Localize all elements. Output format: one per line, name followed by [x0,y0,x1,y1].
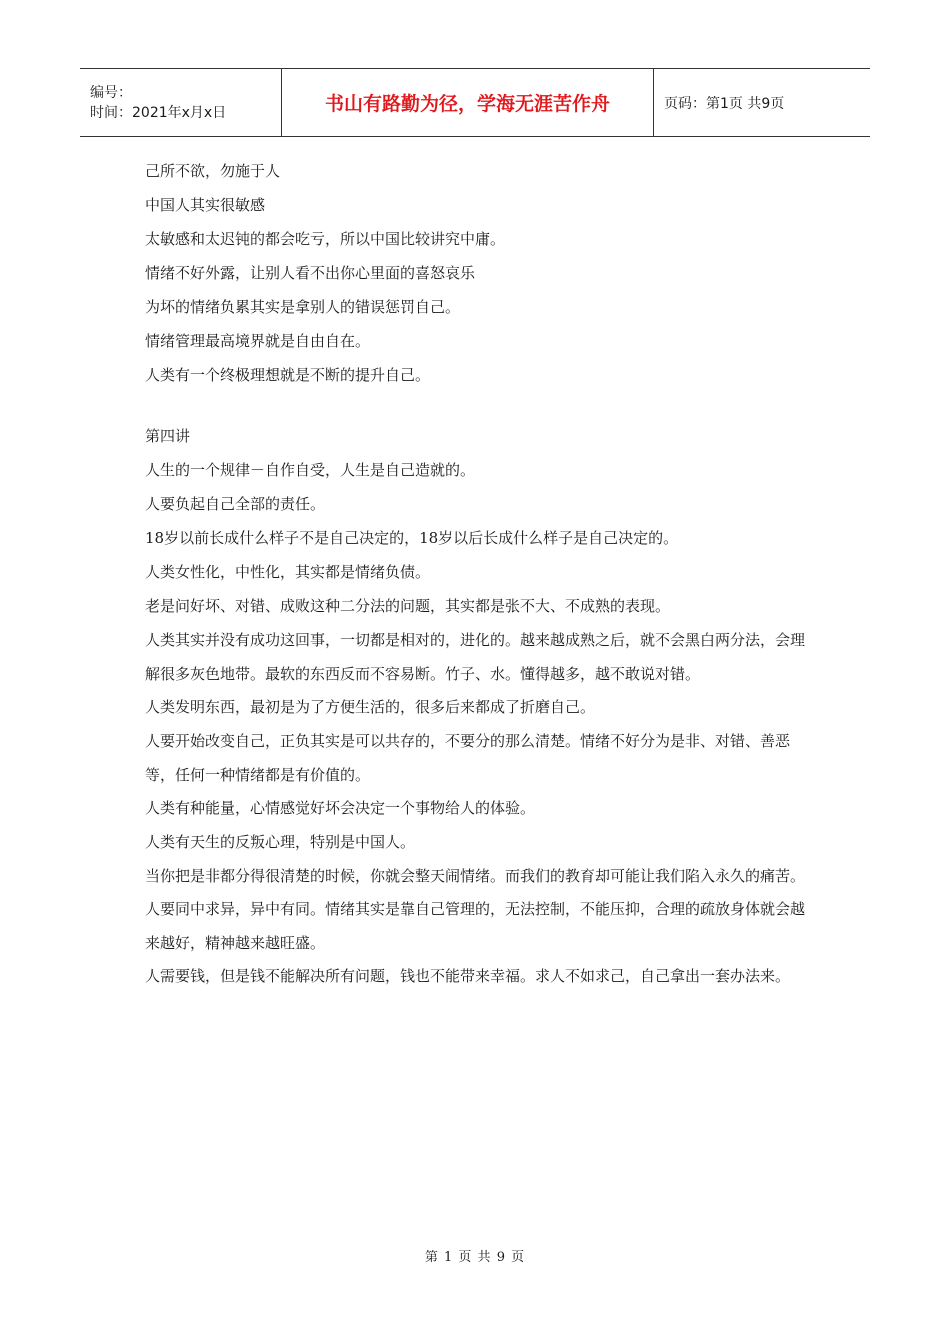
paragraph: 人要开始改变自己，正负其实是可以共存的，不要分的那么清楚。情绪不好分为是非、对错、善恶等，任何一种情绪都是有价值的。 [145,732,791,784]
paragraph: 人需要钱，但是钱不能解决所有问题，钱也不能带来幸福。求人不如求己，自己拿出一套办法来。 [145,967,791,985]
document-header [80,68,870,137]
paragraph: 18岁以前长成什么样子不是自己决定的，18岁以后长成什么样子是自己决定的。 [145,529,679,547]
section-heading: 第四讲 [145,427,191,445]
paragraph: 人类有一个终极理想就是不断的提升自己。 [145,366,431,384]
time-label: 时间：2021年x月x日 [90,104,227,121]
paragraph: 人类女性化，中性化，其实都是情绪负债。 [145,563,431,581]
paragraph: 人要负起自己全部的责任。 [145,495,326,513]
paragraph: 人要同中求异，异中有同。情绪其实是靠自己管理的，无法控制，不能压抑，合理的疏放身体就会越来越好，精神越来越旺盛。 [145,900,806,952]
header-page-info: 页码：第1页 共9页 [664,95,785,112]
paragraph: 人类其实并没有成功这回事，一切都是相对的，进化的。越来越成熟之后，就不会黑白两分法，会理解很多灰色地带。最软的东西反而不容易断。竹子、水。懂得越多，越不敢说对错。 [145,631,806,683]
paragraph: 中国人其实很敏感 [145,196,266,214]
paragraph: 当你把是非都分得很清楚的时候，你就会整天闹情绪。而我们的教育却可能让我们陷入永久的痛苦。 [145,867,806,885]
paragraph: 情绪管理最高境界就是自由自在。 [145,332,371,350]
paragraph: 己所不欲，勿施于人 [145,162,281,180]
page-footer: 第 1 页 共 9 页 [424,1250,526,1265]
paragraph: 人类有种能量，心情感觉好坏会决定一个事物给人的体验。 [145,799,536,817]
document-body [145,158,810,996]
paragraph: 老是问好坏、对错、成败这种二分法的问题，其实都是张不大、不成熟的表现。 [145,597,671,615]
header-meta [80,69,282,136]
number-label: 编号： [90,84,132,101]
paragraph: 情绪不好外露，让别人看不出你心里面的喜怒哀乐 [145,264,476,282]
paragraph: 人生的一个规律－自作自受，人生是自己造就的。 [145,461,476,479]
paragraph: 为坏的情绪负累其实是拿别人的错误惩罚自己。 [145,298,461,316]
header-motto: 书山有路勤为径，学海无涯苦作舟 [282,69,654,136]
paragraph: 太敏感和太迟钝的都会吃亏，所以中国比较讲究中庸。 [145,230,506,248]
paragraph: 人类有天生的反叛心理，特别是中国人。 [145,833,416,851]
paragraph: 人类发明东西，最初是为了方便生活的，很多后来都成了折磨自己。 [145,698,596,716]
